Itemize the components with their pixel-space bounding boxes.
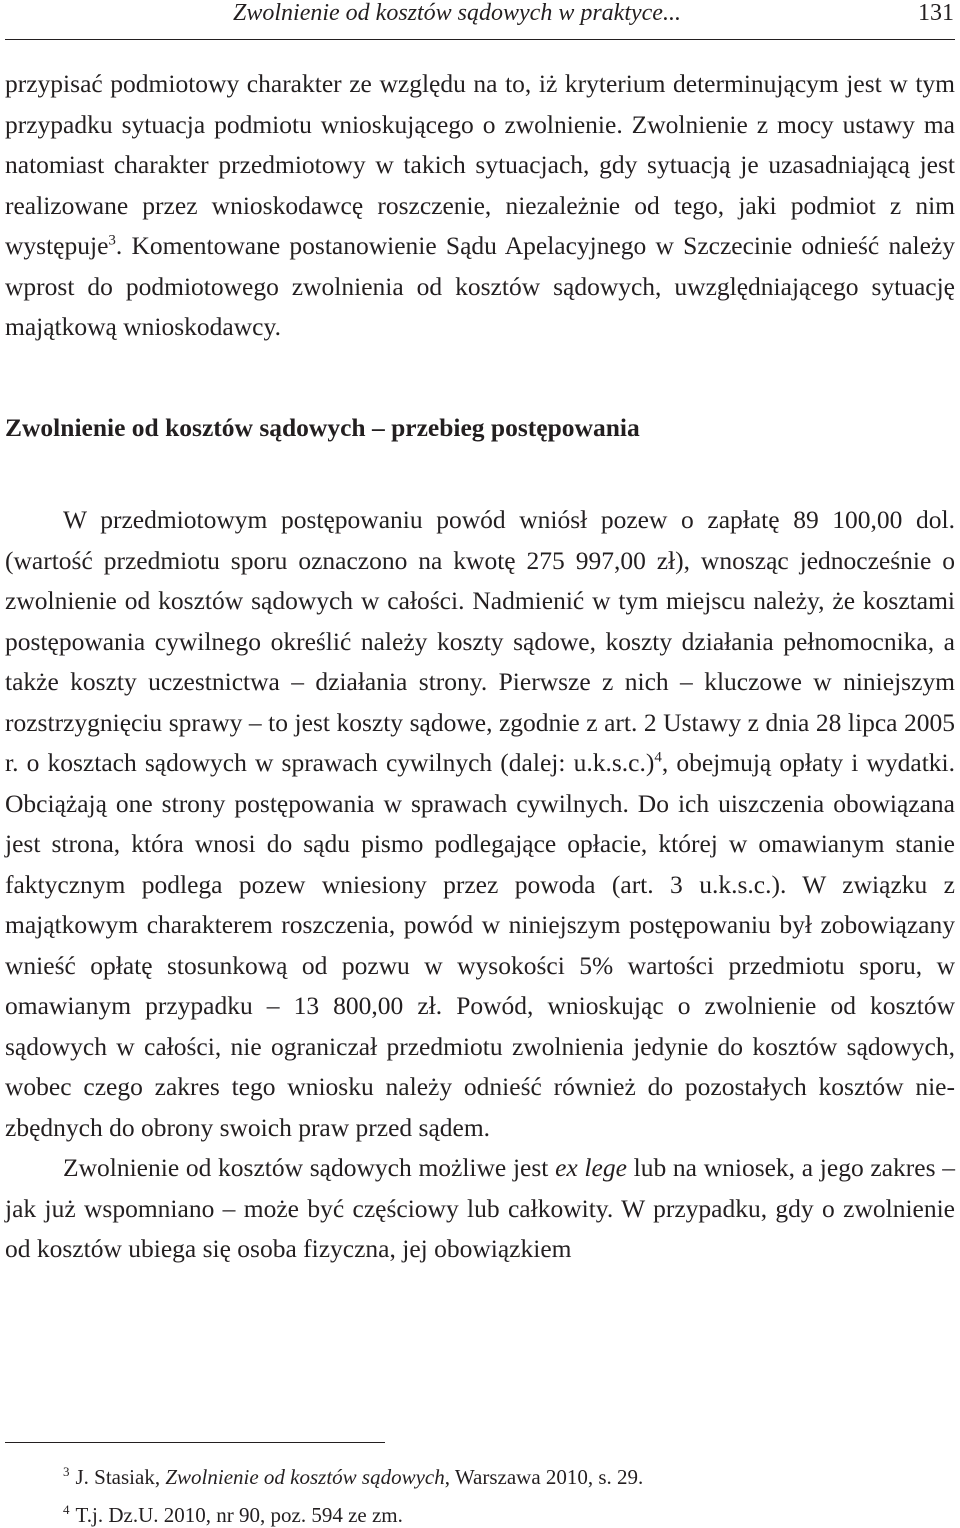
footnote-number: 3: [63, 1464, 70, 1479]
paragraph-2-text-a: W przedmiotowym postępowaniu powód wniósł pozew o zapłatę 89 100,00 dol. (wartość przedmiotu sporu oznaczono na kwotę 275 997,00 zł), wnosząc jednocześnie o zwolnienie od kosztów sądowych w całości. Nadmienić w tym miejscu należy, że kosztami postępowania cywilnego określić należy koszty sądowe, koszty działania pełnomocnika, a także koszty uczestnictwa – działania strony. Pierwsze z nich – kluczowe w niniejszym rozstrzygnięciu sprawy – to jest koszty sądowe, zgodnie z art. 2 Ustawy z dnia 28 lipca 2005 r. o kosztach sądowych w sprawach cywilnych (dalej: u.k.s.c.): [5, 505, 955, 777]
footnote-4: [63, 1503, 403, 1527]
body-text: [5, 64, 955, 1270]
running-header: [0, 0, 960, 40]
paragraph-3-italic: ex lege: [555, 1153, 627, 1182]
header-rule: [5, 39, 955, 40]
paragraph-3-text-a: Zwolnienie od kosztów sądowych możliwe jest: [63, 1153, 556, 1182]
footnote-ref-3[interactable]: 3: [108, 232, 116, 249]
paragraph-3: [5, 1148, 955, 1270]
footnote-number: 4: [63, 1502, 70, 1517]
paragraph-1-text-b: . Komentowane postanowienie Sądu Apelacyjnego w Szczecinie odnieść należy wprost do podmiotowego zwolnienia od kosztów sądowych, uwzględniającego sytuację majątkową wnioskodawcy.: [5, 231, 955, 341]
footnote-3: [63, 1465, 643, 1489]
footnote-text: T.j. Dz.U. 2010, nr 90, poz. 594 ze zm.: [75, 1503, 403, 1527]
footnote-rule: [5, 1442, 385, 1443]
paragraph-2: [5, 500, 955, 1148]
paragraph-1: [5, 64, 955, 348]
section-heading: Zwolnienie od kosztów sądowych – przebieg postępowania: [5, 412, 640, 442]
paragraph-2-text-b: , obejmują opłaty i wydatki. Obciążają one strony postępowania w sprawach cywilnych. Do ich uiszczenia obowiązana jest strona, która wnosi do sądu pismo podlegające opłacie, której w omawianym stanie faktycznym podlega pozew wniesiony przez powoda (art. 3 u.k.s.c.). W związku z majątkowym charakterem roszczenia, powód w niniejszym postępowaniu był zobowiązany wnieść opłatę stosunkową od pozwu w wysokości 5% wartości przedmiotu sporu, w omawianym przypadku – 13 800,00 zł. Powód, wnioskując o zwolnienie od kosztów sądowych w całości, nie ograniczał przedmiotu zwolnienia jedynie do kosztów sądowych, wobec czego zakres tego wniosku należy odnieść również do pozostałych kosztów niezbędnych do obrony swoich praw przed sądem.: [5, 748, 955, 1142]
running-title: Zwolnienie od kosztów sądowych w praktyce...: [233, 0, 681, 26]
paragraph-3-text-b: lub na wniosek, a jego zakres – jak już wspomniano – może być częściowy lub całkowity. W przypadku, gdy o zwolnienie od kosztów ubiega się osoba fizyczna, jej obowiązkiem: [5, 1153, 955, 1263]
page-number: 131: [918, 0, 954, 26]
footnote-text: J. Stasiak,: [75, 1465, 166, 1489]
footnote-title-italic: Zwolnienie od kosztów sądowych: [165, 1465, 445, 1489]
paragraph-1-text-a: przypisać podmiotowy charakter ze względu na to, iż kryterium determinującym jest w tym przypadku sytuacja podmiotu wnioskującego o zwolnienie. Zwolnienie z mocy ustawy ma natomiast charakter przedmiotowy w takich sytuacjach, gdy sytuacją je uzasadniającą jest realizowane przez wnioskodawcę roszczenie, niezależnie od tego, jaki podmiot z nim występuje: [5, 69, 955, 260]
footnote-ref-4[interactable]: 4: [654, 749, 662, 766]
footnote-text: , Warszawa 2010, s. 29.: [444, 1465, 644, 1489]
